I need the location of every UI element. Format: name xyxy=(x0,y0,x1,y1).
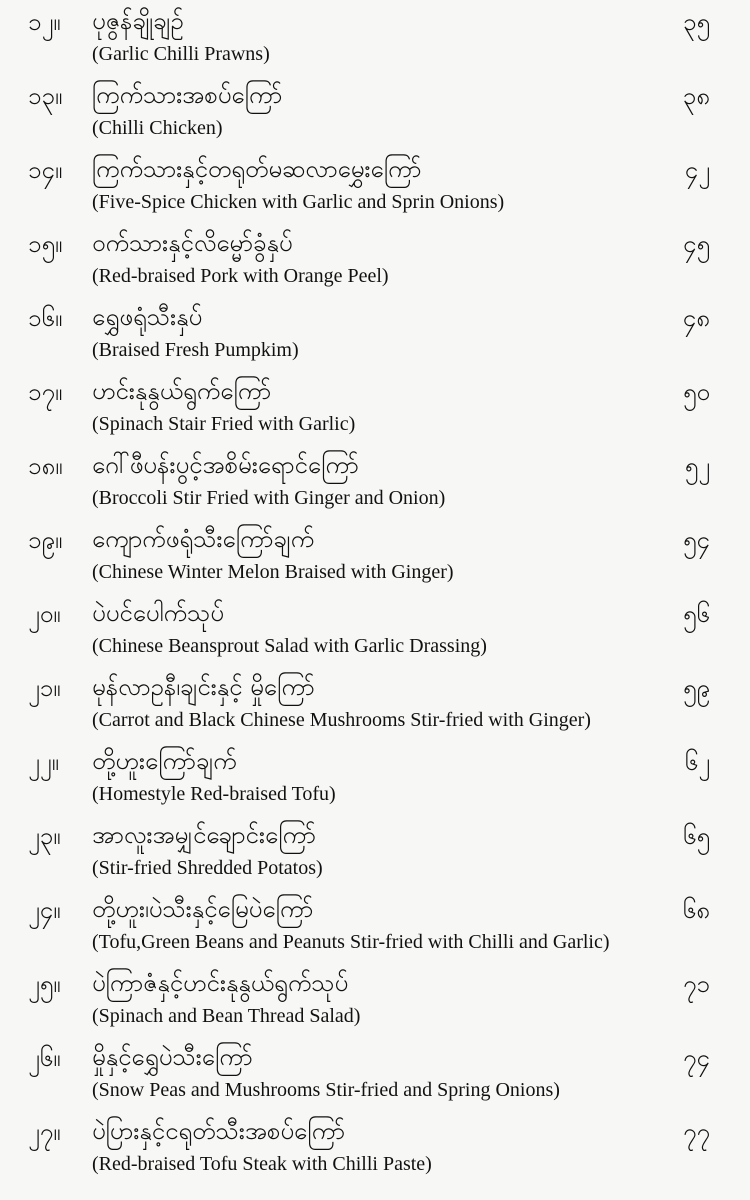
entry-title-myanmar: ကြက်သားအစပ်ကြော် xyxy=(92,81,283,109)
entry-title-myanmar: ပဲကြာဇံနှင့်ဟင်းနုနွယ်ရွက်သုပ် xyxy=(92,969,349,997)
entry-number: ၂၆။ xyxy=(28,1044,61,1072)
list-item xyxy=(0,152,750,226)
entry-title-myanmar: တို့ဟူးကြော်ချက် xyxy=(92,747,237,775)
entry-page-number: ၃၈ xyxy=(682,82,710,110)
entry-title-english: (Homestyle Red-braised Tofu) xyxy=(92,783,336,805)
entry-number: ၂၃။ xyxy=(28,822,61,850)
entry-number: ၂၂။ xyxy=(28,748,59,776)
entry-title-english: (Red-braised Tofu Steak with Chilli Paste) xyxy=(92,1153,432,1175)
entry-page-number: ၅၆ xyxy=(683,600,710,628)
entry-page-number: ၄၂ xyxy=(684,156,710,184)
list-item xyxy=(0,448,750,522)
entry-title-myanmar: ဂေါ်ဖီပန်းပွင့်အစိမ်းရောင်ကြော် xyxy=(92,451,359,479)
entry-page-number: ၇၄ xyxy=(683,1044,710,1072)
entry-number: ၁၅။ xyxy=(28,230,63,258)
entry-number: ၂၄။ xyxy=(28,896,61,924)
entry-page-number: ၅၂ xyxy=(684,452,710,480)
entry-number: ၁၄။ xyxy=(28,156,63,184)
list-item xyxy=(0,966,750,1040)
entry-page-number: ၆၂ xyxy=(684,748,710,776)
entry-title-myanmar: ပုဇွန်ချိုချဉ် xyxy=(92,7,184,35)
entry-title-myanmar: ပဲပြားနှင့်ငရုတ်သီးအစပ်ကြော် xyxy=(92,1117,345,1145)
entry-title-english: (Garlic Chilli Prawns) xyxy=(92,43,270,65)
list-item xyxy=(0,78,750,152)
entry-title-myanmar: မှိုနှင့်ရွှေပဲသီးကြော် xyxy=(92,1043,253,1071)
entry-title-myanmar: မုန်လာဥနီ၊ချင်းနှင့် မှိုကြော် xyxy=(92,673,315,701)
entry-title-myanmar: ရွှေဖရုံသီးနှပ် xyxy=(92,303,203,331)
entry-title-myanmar: အာလူးအမျှင်ချောင်းကြော် xyxy=(92,821,316,849)
entry-number: ၁၈။ xyxy=(28,452,63,480)
entry-title-myanmar: ဟင်းနုနွယ်ရွက်ကြော် xyxy=(92,377,272,405)
entry-title-myanmar: ဝက်သားနှင့်လိမ္မော်ခွံနှပ် xyxy=(92,229,293,257)
entry-page-number: ၇၇ xyxy=(683,1118,710,1146)
list-item xyxy=(0,892,750,966)
entry-title-english: (Braised Fresh Pumpkim) xyxy=(92,339,299,361)
list-item xyxy=(0,522,750,596)
list-item xyxy=(0,596,750,670)
entry-number: ၁၉။ xyxy=(28,526,63,554)
entry-number: ၁၂။ xyxy=(28,8,61,36)
entry-number: ၂၇။ xyxy=(28,1118,61,1146)
entry-title-myanmar: ကျောက်ဖရုံသီးကြော်ချက် xyxy=(92,525,315,553)
entry-number: ၂၁။ xyxy=(28,674,61,702)
list-item xyxy=(0,374,750,448)
entry-page-number: ၅၀ xyxy=(683,378,710,406)
entry-title-myanmar: ကြက်သားနှင့်တရုတ်မဆလာမွှေးကြော် xyxy=(92,155,422,183)
entry-title-english: (Tofu,Green Beans and Peanuts Stir-fried with Chilli and Garlic) xyxy=(92,931,610,953)
entry-title-english: (Broccoli Stir Fried with Ginger and Onion) xyxy=(92,487,446,509)
entry-page-number: ၄၅ xyxy=(683,230,710,258)
entry-page-number: ၇၁ xyxy=(683,970,710,998)
entry-title-english: (Chinese Winter Melon Braised with Ginger) xyxy=(92,561,454,583)
entry-title-english: (Snow Peas and Mushrooms Stir-fried and Spring Onions) xyxy=(92,1079,560,1101)
entry-title-myanmar: ပဲပင်ပေါက်သုပ် xyxy=(92,599,224,627)
entry-page-number: ၅၄ xyxy=(683,526,710,554)
entry-title-english: (Spinach and Bean Thread Salad) xyxy=(92,1005,361,1027)
entry-number: ၁၇။ xyxy=(28,378,63,406)
list-item xyxy=(0,4,750,78)
entry-title-english: (Carrot and Black Chinese Mushrooms Stir-fried with Ginger) xyxy=(92,709,591,731)
entry-title-english: (Five-Spice Chicken with Garlic and Sprin Onions) xyxy=(92,191,505,213)
list-item xyxy=(0,300,750,374)
entry-page-number: ၅၉ xyxy=(683,674,710,702)
list-item xyxy=(0,744,750,818)
entry-title-english: (Stir-fried Shredded Potatos) xyxy=(92,857,323,879)
entry-number: ၂၅။ xyxy=(28,970,61,998)
entry-page-number: ၆၅ xyxy=(683,822,710,850)
entry-page-number: ၃၅ xyxy=(683,8,710,36)
entry-title-english: (Chinese Beansprout Salad with Garlic Drassing) xyxy=(92,635,487,657)
list-item xyxy=(0,1040,750,1114)
list-item xyxy=(0,818,750,892)
entry-number: ၁၆။ xyxy=(28,304,63,332)
list-item xyxy=(0,226,750,300)
list-item xyxy=(0,670,750,744)
entry-title-english: (Red-braised Pork with Orange Peel) xyxy=(92,265,389,287)
entry-number: ၁၃။ xyxy=(28,82,63,110)
entry-title-myanmar: တို့ဟူး၊ပဲသီးနှင့်မြေပဲကြော် xyxy=(92,895,314,923)
entry-title-english: (Chilli Chicken) xyxy=(92,117,223,139)
entry-number: ၂၀။ xyxy=(28,600,61,628)
entry-page-number: ၆၈ xyxy=(682,896,710,924)
entry-title-english: (Spinach Stair Fried with Garlic) xyxy=(92,413,356,435)
list-item xyxy=(0,1114,750,1188)
entry-page-number: ၄၈ xyxy=(682,304,710,332)
